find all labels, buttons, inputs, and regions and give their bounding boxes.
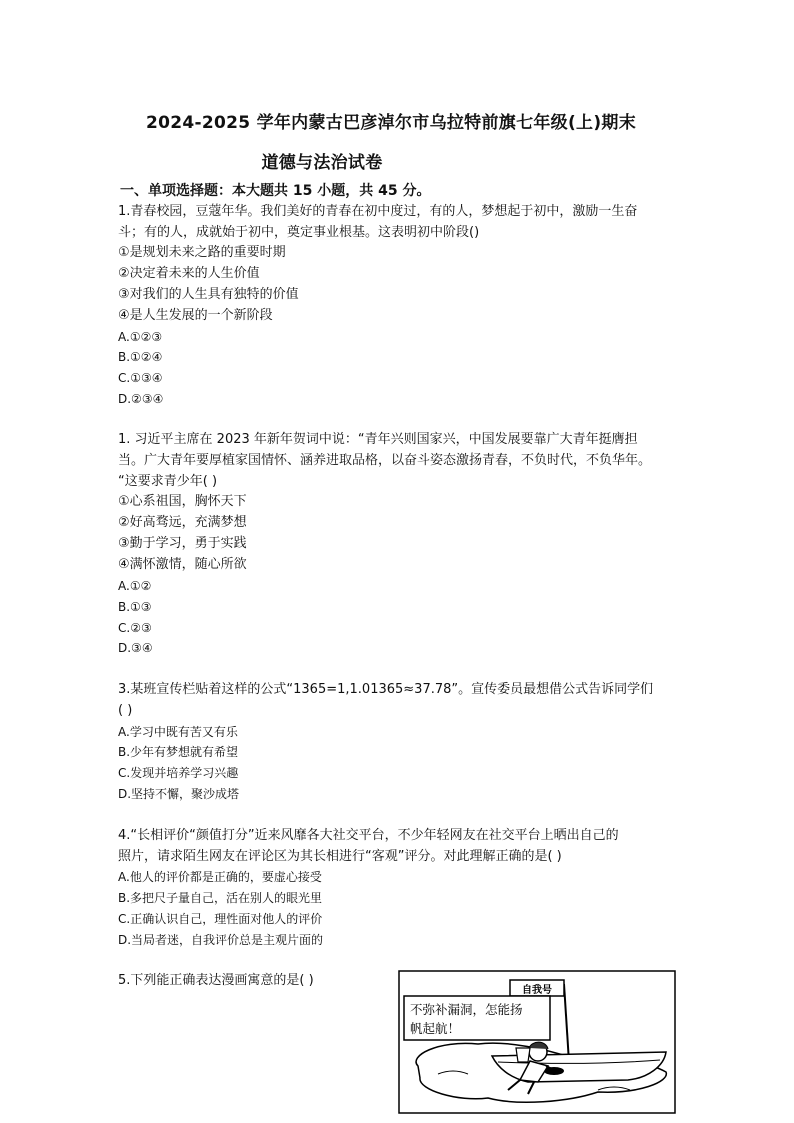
section-heading: 一、单项选择题：本大题共 15 小题，共 45 分。 bbox=[120, 183, 431, 199]
q1-option-b: B.①②④ bbox=[118, 350, 163, 364]
q2-stem-line3: “这要求青少年( ) bbox=[118, 474, 218, 489]
page-subtitle: 道德与法治试卷 bbox=[261, 153, 383, 173]
q1-stem-line1: 1.青春校园，豆蔻年华。我们美好的青春在初中度过，有的人，梦想起于初中，激励一生奋 bbox=[118, 204, 638, 219]
q4-option-c: C.正确认识自己，理性面对他人的评价 bbox=[118, 912, 323, 926]
q1-statement-2: ②决定着未来的人生价值 bbox=[118, 266, 260, 281]
q4-stem-line1: 4.“长相评价“颜值打分”近来风靡各大社交平台，不少年轻网友在社交平台上晒出自己的 bbox=[118, 828, 619, 843]
q2-option-b: B.①③ bbox=[118, 600, 152, 614]
q1-option-a: A.①②③ bbox=[118, 330, 163, 344]
q2-statement-1: ①心系祖国，胸怀天下 bbox=[118, 494, 247, 509]
cartoon-illustration bbox=[398, 970, 676, 1114]
speech-line-1: 不弥补漏洞，怎能扬 bbox=[410, 1002, 523, 1017]
q3-stem-line2: ( ) bbox=[118, 703, 133, 718]
q2-statement-3: ③勤于学习，勇于实践 bbox=[118, 536, 247, 551]
q3-stem-line1: 3.某班宣传栏贴着这样的公式“1365=1,1.01365≈37.78”。宣传委员最想借公式告诉同学们 bbox=[118, 682, 654, 697]
q4-stem-line2: 照片，请求陌生网友在评论区为其长相进行“客观”评分。对此理解正确的是( ) bbox=[118, 849, 562, 864]
q2-statement-4: ④满怀激情，随心所欲 bbox=[118, 557, 247, 572]
flag-text: 自我号 bbox=[522, 985, 552, 996]
q2-stem-line1: 1. 习近平主席在 2023 年新年贺词中说：“青年兴则国家兴，中国发展要靠广大青年挺膺担 bbox=[118, 432, 638, 447]
q3-option-d: D.坚持不懈，聚沙成塔 bbox=[118, 787, 240, 801]
bucket bbox=[516, 1048, 530, 1062]
q3-option-a: A.学习中既有苦又有乐 bbox=[118, 725, 238, 739]
q4-option-b: B.多把尺子量自己，活在别人的眼光里 bbox=[118, 891, 323, 905]
q4-option-a: A.他人的评价都是正确的，要虚心接受 bbox=[118, 870, 322, 884]
q1-option-d: D.②③④ bbox=[118, 392, 164, 406]
q1-option-c: C.①③④ bbox=[118, 371, 163, 385]
speech-line-2: 帆起航！ bbox=[410, 1021, 461, 1036]
q2-stem-line2: 当。广大青年要厚植家国情怀、涵养进取品格，以奋斗姿态激扬青春，不负时代，不负华年。 bbox=[118, 453, 652, 468]
q4-option-d: D.当局者迷，自我评价总是主观片面的 bbox=[118, 933, 324, 947]
q1-statement-4: ④是人生发展的一个新阶段 bbox=[118, 308, 273, 323]
q3-option-c: C.发现并培养学习兴趣 bbox=[118, 766, 239, 780]
q1-stem-line2: 斗；有的人，成就始于初中，奠定事业根基。这表明初中阶段() bbox=[118, 225, 480, 240]
q2-option-c: C.②③ bbox=[118, 621, 152, 635]
q1-statement-1: ①是规划未来之路的重要时期 bbox=[118, 245, 286, 260]
q2-option-d: D.③④ bbox=[118, 641, 153, 655]
q3-option-b: B.少年有梦想就有希望 bbox=[118, 745, 239, 759]
page-title: 2024-2025 学年内蒙古巴彦淖尔市乌拉特前旗七年级(上)期末 bbox=[145, 113, 637, 133]
q1-statement-3: ③对我们的人生具有独特的价值 bbox=[118, 287, 299, 302]
q5-stem: 5.下列能正确表达漫画寓意的是( ) bbox=[118, 973, 314, 988]
q2-option-a: A.①② bbox=[118, 579, 152, 593]
q2-statement-2: ②好高骛远，充满梦想 bbox=[118, 515, 247, 530]
